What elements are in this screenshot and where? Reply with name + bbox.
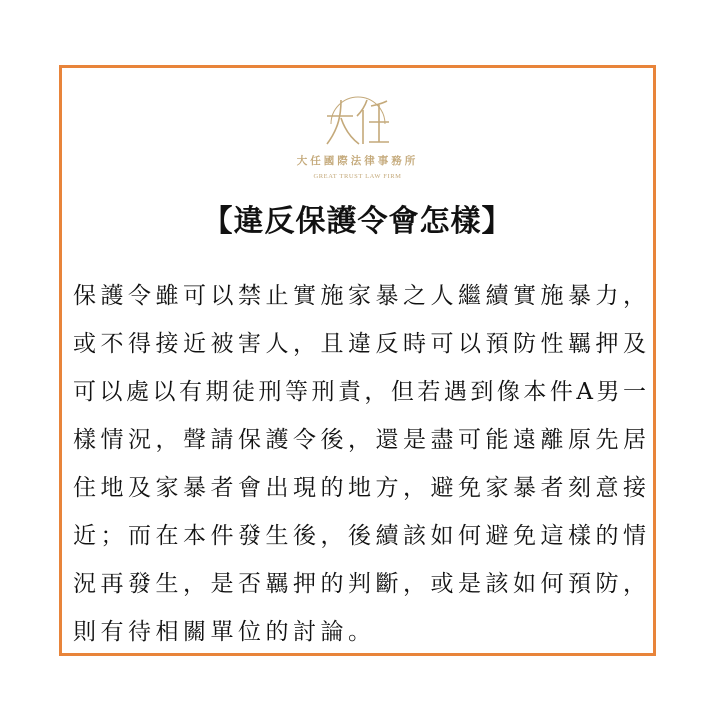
body-line: 況再發生，是否羈押的判斷，或是該如何預防，	[73, 571, 646, 597]
body-line: 可以處以有期徒刑等刑責，但若遇到像本件A男一	[73, 379, 646, 405]
body-line: 則有待相關單位的討論。	[73, 619, 376, 645]
firm-name-en: GREAT TRUST LAW FIRM	[313, 173, 402, 180]
body-paragraph	[73, 272, 646, 656]
body-line: 住地及家暴者會出現的地方，避免家暴者刻意接	[73, 475, 646, 501]
page-title: 【違反保護令會怎樣】	[202, 204, 513, 239]
body-line: 保護令雖可以禁止實施家暴之人繼續實施暴力，	[73, 283, 646, 309]
firm-logo-mark	[323, 94, 393, 150]
body-line: 樣情況，聲請保護令後，還是盡可能遠離原先居	[73, 427, 646, 453]
firm-name-cn: 大任國際法律事務所	[296, 155, 419, 167]
body-line: 近；而在本件發生後，後續該如何避免這樣的情	[73, 523, 646, 549]
content-frame	[59, 65, 656, 656]
body-line: 或不得接近被害人，且違反時可以預防性羈押及	[73, 331, 646, 357]
firm-logo	[62, 94, 653, 180]
